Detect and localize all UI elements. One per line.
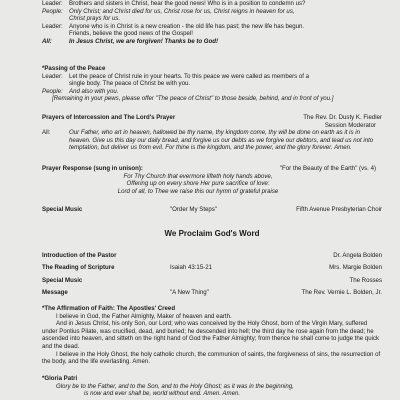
lords-prayer: [42, 129, 382, 152]
line-text: In Jesus Christ, we are forgiven! Thanks be to God!: [69, 37, 218, 45]
word-item-middle: [170, 250, 270, 262]
line-text: Friends, believe the good news of the Gospel!: [69, 30, 193, 38]
word-item-middle: "A New Thing": [170, 289, 209, 297]
hymn-line: Offering up on every shore Her pure sacrifice of love:: [126, 180, 270, 188]
assurance-section: [42, 0, 382, 46]
assurance-line: [42, 0, 382, 8]
assurance-line: [42, 15, 382, 23]
peace-leader-line-2: single body. The peace of Christ be with you.: [69, 80, 191, 88]
word-item-label: Special Music: [42, 276, 83, 284]
speaker-label: Leader:: [42, 0, 63, 7]
peace-people-line: [42, 88, 382, 96]
speaker-label: People:: [42, 7, 63, 15]
word-item-middle: [170, 275, 270, 287]
peace-leader-line: [42, 73, 382, 81]
line-text: Let the peace of Christ rule in your hearts. To this peace we were called as members of a: [69, 72, 310, 80]
word-item-right: The Rev. Vernie L. Bolden, Jr.: [301, 289, 382, 297]
line-text: Only Christ; and Christ died for us, Christ rose for us, Christ reigns in heaven for us,: [69, 7, 295, 15]
speaker-label: Leader:: [42, 22, 63, 30]
peace-section: [42, 65, 382, 103]
prayers-leader-role: Session Moderator: [324, 121, 376, 129]
prayer-response-hymn: "For the Beauty of the Earth" (vs. 4): [279, 165, 376, 172]
lords-prayer-text: Our Father, who art in heaven, hallowed be thy name, thy kingdom come, thy will be done on earth as it is in heaven. Give us this day our daily bread, and forgive us our debts as we forgive our debtors, and lead us not into temptation, but deliver us from evil. For thine is the kingdom, and the power, and the glory forever. Amen.: [69, 129, 374, 152]
prayer-response-heading: Prayer Response (sung in unison):: [42, 165, 143, 172]
creed-heading: *The Affirmation of Faith: The Apostles' Creed: [42, 305, 176, 312]
hymn-line: Lord of all, to Thee we raise this our hymn of grateful praise: [117, 187, 279, 195]
speaker-label: Leader:: [42, 72, 63, 80]
prayers-heading: Prayers of Intercession and The Lord's Prayer: [42, 114, 176, 121]
section-title-row: [42, 230, 382, 238]
speaker-label: All:: [42, 37, 52, 45]
creed-paragraph: I believe in God, the Father Almighty, Maker of heaven and earth.: [56, 312, 232, 320]
assurance-line: [42, 38, 382, 46]
gloria-line: is now and ever shall be, world without end. Amen. Amen.: [84, 390, 241, 398]
creed-section: [42, 305, 382, 366]
peace-note: [Remaining in your pews, please offer "The peace of Christ" to those beside, behind, and in front of you.]: [52, 95, 334, 103]
special-music-performer: Fifth Avenue Presbyterian Choir: [296, 206, 382, 213]
word-item-right: Mrs. Margie Bolden: [329, 264, 382, 272]
assurance-line: [42, 30, 382, 38]
special-music-row: [42, 206, 382, 214]
hymn-line: For Thy Church that evermore lifteth holy hands above,: [123, 172, 273, 180]
prayer-response-section: [42, 165, 382, 195]
speaker-label: [42, 15, 69, 23]
gloria-section: [42, 375, 382, 398]
word-item-row: [42, 250, 382, 262]
speaker-label: [42, 30, 69, 38]
creed-paragraph: I believe in the Holy Ghost, the holy catholic church, the communion of saints, the forgiveness of sins, the resurrection of the body, and the life everlasting. Amen.: [42, 350, 381, 366]
assurance-line: [42, 23, 382, 31]
gloria-heading: *Gloria Patri: [42, 375, 78, 382]
speaker-label: All:: [42, 129, 51, 137]
word-item-row: [42, 275, 382, 287]
assurance-line: [42, 8, 382, 16]
line-text: Anyone who is in Christ is a new creation - the old life has past; the new life has begun.: [69, 22, 305, 30]
line-text: Christ prays for us.: [69, 15, 121, 23]
prayers-section: [42, 114, 382, 152]
peace-heading: *Passing of the Peace: [42, 65, 106, 72]
speaker-label: People:: [42, 87, 63, 95]
special-music-columns: [42, 206, 382, 214]
word-item-right: Dr. Angela Bolden: [333, 252, 382, 259]
line-text: Brothers and sisters in Christ, hear the good news! Who is in a position to condemn us?: [69, 0, 306, 7]
word-item-label: Message: [42, 289, 68, 297]
word-item-label: Introduction of the Pastor: [42, 252, 117, 259]
creed-paragraph: And in Jesus Christ, his only Son, our Lord; who was conceived by the Holy Ghost, born of the Virgin Mary, suffered under Pontius Pilate, was crucified, dead, and buried; he descended into hell; the third day he rose again from the dead; he ascended into heaven, and sitteth on the right hand of God the Father Almighty; from thence he shall come to judge the quick and the dead.: [42, 320, 380, 350]
word-items: [42, 250, 382, 300]
word-item-right: The Rosses: [349, 276, 382, 284]
special-music-title: "Order My Steps": [170, 206, 217, 213]
gloria-line: Glory be to the Father, and to the Son, and to the Holy Ghost; as it was in the beginning,: [56, 382, 294, 390]
section-title: We Proclaim God's Word: [164, 229, 260, 238]
word-item-row: [42, 287, 382, 299]
word-item-middle: Isaiah 43:15-21: [170, 264, 213, 272]
word-item-label: The Reading of Scripture: [42, 264, 115, 272]
prayer-response-heading-row: [42, 165, 382, 173]
prayers-heading-row: [42, 114, 382, 122]
prayers-leader-name: The Rev. Dr. Dusty K. Fiedler: [303, 114, 382, 121]
word-item-row: [42, 262, 382, 274]
special-music-label: Special Music: [42, 206, 83, 213]
line-text: And also with you.: [69, 87, 119, 95]
